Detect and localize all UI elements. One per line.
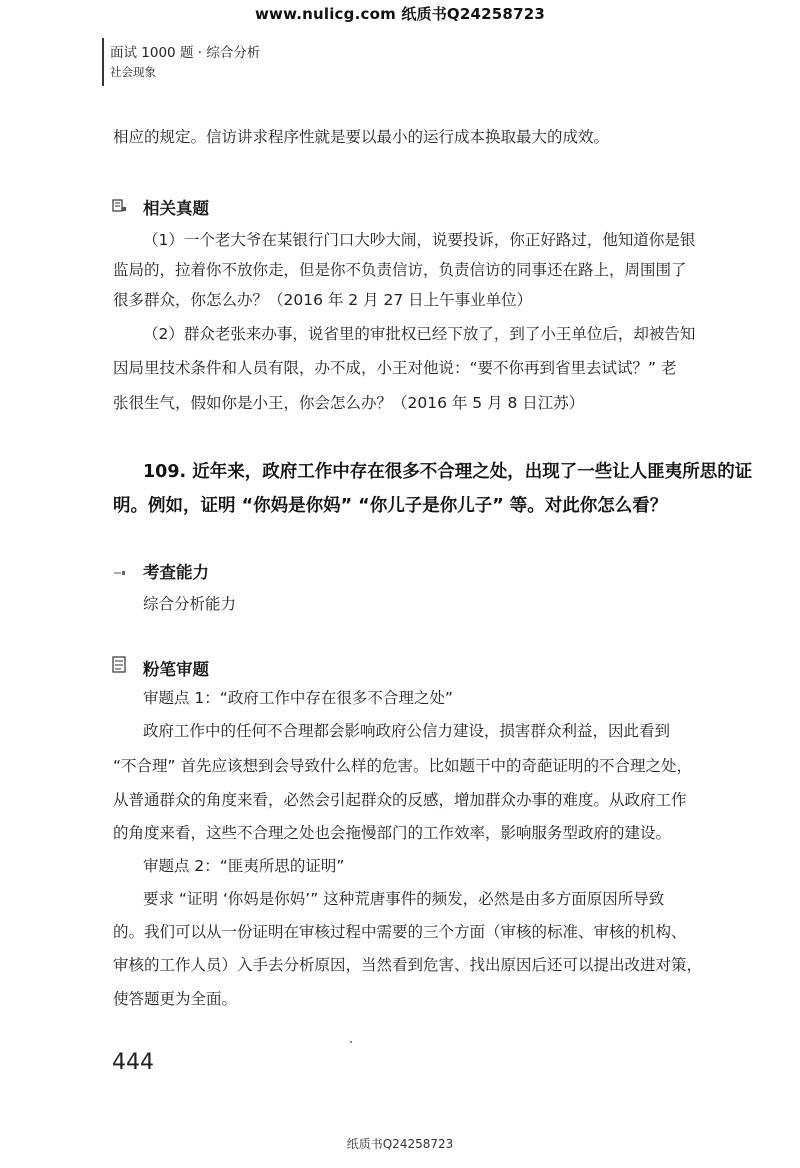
bullet-icon (112, 566, 127, 580)
related-item-1-line-1: （1）一个老大爷在某银行门口大吵大闹，说要投诉，你正好路过，他知道你是银 (143, 231, 696, 249)
point-2-title: 审题点 2：“匪夷所思的证明” (143, 857, 345, 875)
running-head-bar (102, 38, 104, 86)
point-1-line-3: 从普通群众的角度来看，必然会引起群众的反感，增加群众办事的难度。从政府工作 (113, 791, 687, 809)
notebook-icon (112, 656, 127, 674)
intro-line: 相应的规定。信访讲求程序性就是要以最小的运行成本换取最大的成效。 (113, 128, 610, 146)
point-2-line-1: 要求 “证明 ‘你妈是你妈’” 这种荒唐事件的频发，必然是由多方面原因所导致 (143, 890, 665, 908)
point-1-line-2: “不合理” 首先应该想到会导致什么样的危害。比如题干中的奇葩证明的不合理之处， (113, 757, 692, 775)
top-watermark: www.nulicg.com 纸质书Q24258723 (255, 5, 545, 23)
point-2-line-3: 审核的工作人员）入手去分析原因，当然看到危害、找出原因后还可以提出改进对策， (113, 956, 703, 974)
running-head-chapter: 社会现象 (110, 65, 156, 79)
related-item-2-line-3: 张很生气，假如你是小王，你会怎么办？（2016 年 5 月 8 日江苏） (113, 394, 585, 412)
question-109-line-1: 109. 近年来，政府工作中存在很多不合理之处，出现了一些让人匪夷所思的证 (143, 462, 753, 482)
ability-heading: 考查能力 (143, 563, 209, 582)
bottom-watermark: 纸质书Q24258723 (346, 1137, 454, 1151)
scan-speck (350, 1041, 352, 1043)
point-2-line-4: 使答题更为全面。 (113, 990, 238, 1008)
related-item-1-line-2: 监局的，拉着你不放你走，但是你不负责信访，负责信访的同事还在路上，周围围了 (113, 261, 687, 279)
question-109-line-2: 明。例如，证明 “你妈是你妈” “你儿子是你儿子” 等。对此你怎么看？ (113, 496, 668, 516)
document-icon (112, 199, 127, 213)
running-head-book-title: 面试 1000 题 · 综合分析 (110, 45, 261, 61)
point-2-line-2: 的。我们可以从一份证明在审核过程中需要的三个方面（审核的标准、审核的机构、 (113, 923, 687, 941)
point-1-title: 审题点 1：“政府工作中存在很多不合理之处” (143, 689, 453, 707)
ability-value: 综合分析能力 (143, 595, 237, 613)
point-1-line-1: 政府工作中的任何不合理都会影响政府公信力建设，损害群众利益，因此看到 (143, 722, 671, 740)
page-number: 444 (112, 1050, 154, 1075)
related-item-2-line-2: 因局里技术条件和人员有限，办不成，小王对他说：“要不你再到省里去试试？” 老 (113, 359, 677, 377)
related-item-2-line-1: （2）群众老张来办事，说省里的审批权已经下放了，到了小王单位后，却被告知 (143, 325, 696, 343)
related-questions-heading: 相关真题 (143, 199, 209, 218)
analysis-heading: 粉笔审题 (143, 660, 209, 679)
related-item-1-line-3: 很多群众，你怎么办？（2016 年 2 月 27 日上午事业单位） (113, 291, 533, 309)
point-1-line-4: 的角度来看，这些不合理之处也会拖慢部门的工作效率，影响服务型政府的建设。 (113, 824, 672, 842)
